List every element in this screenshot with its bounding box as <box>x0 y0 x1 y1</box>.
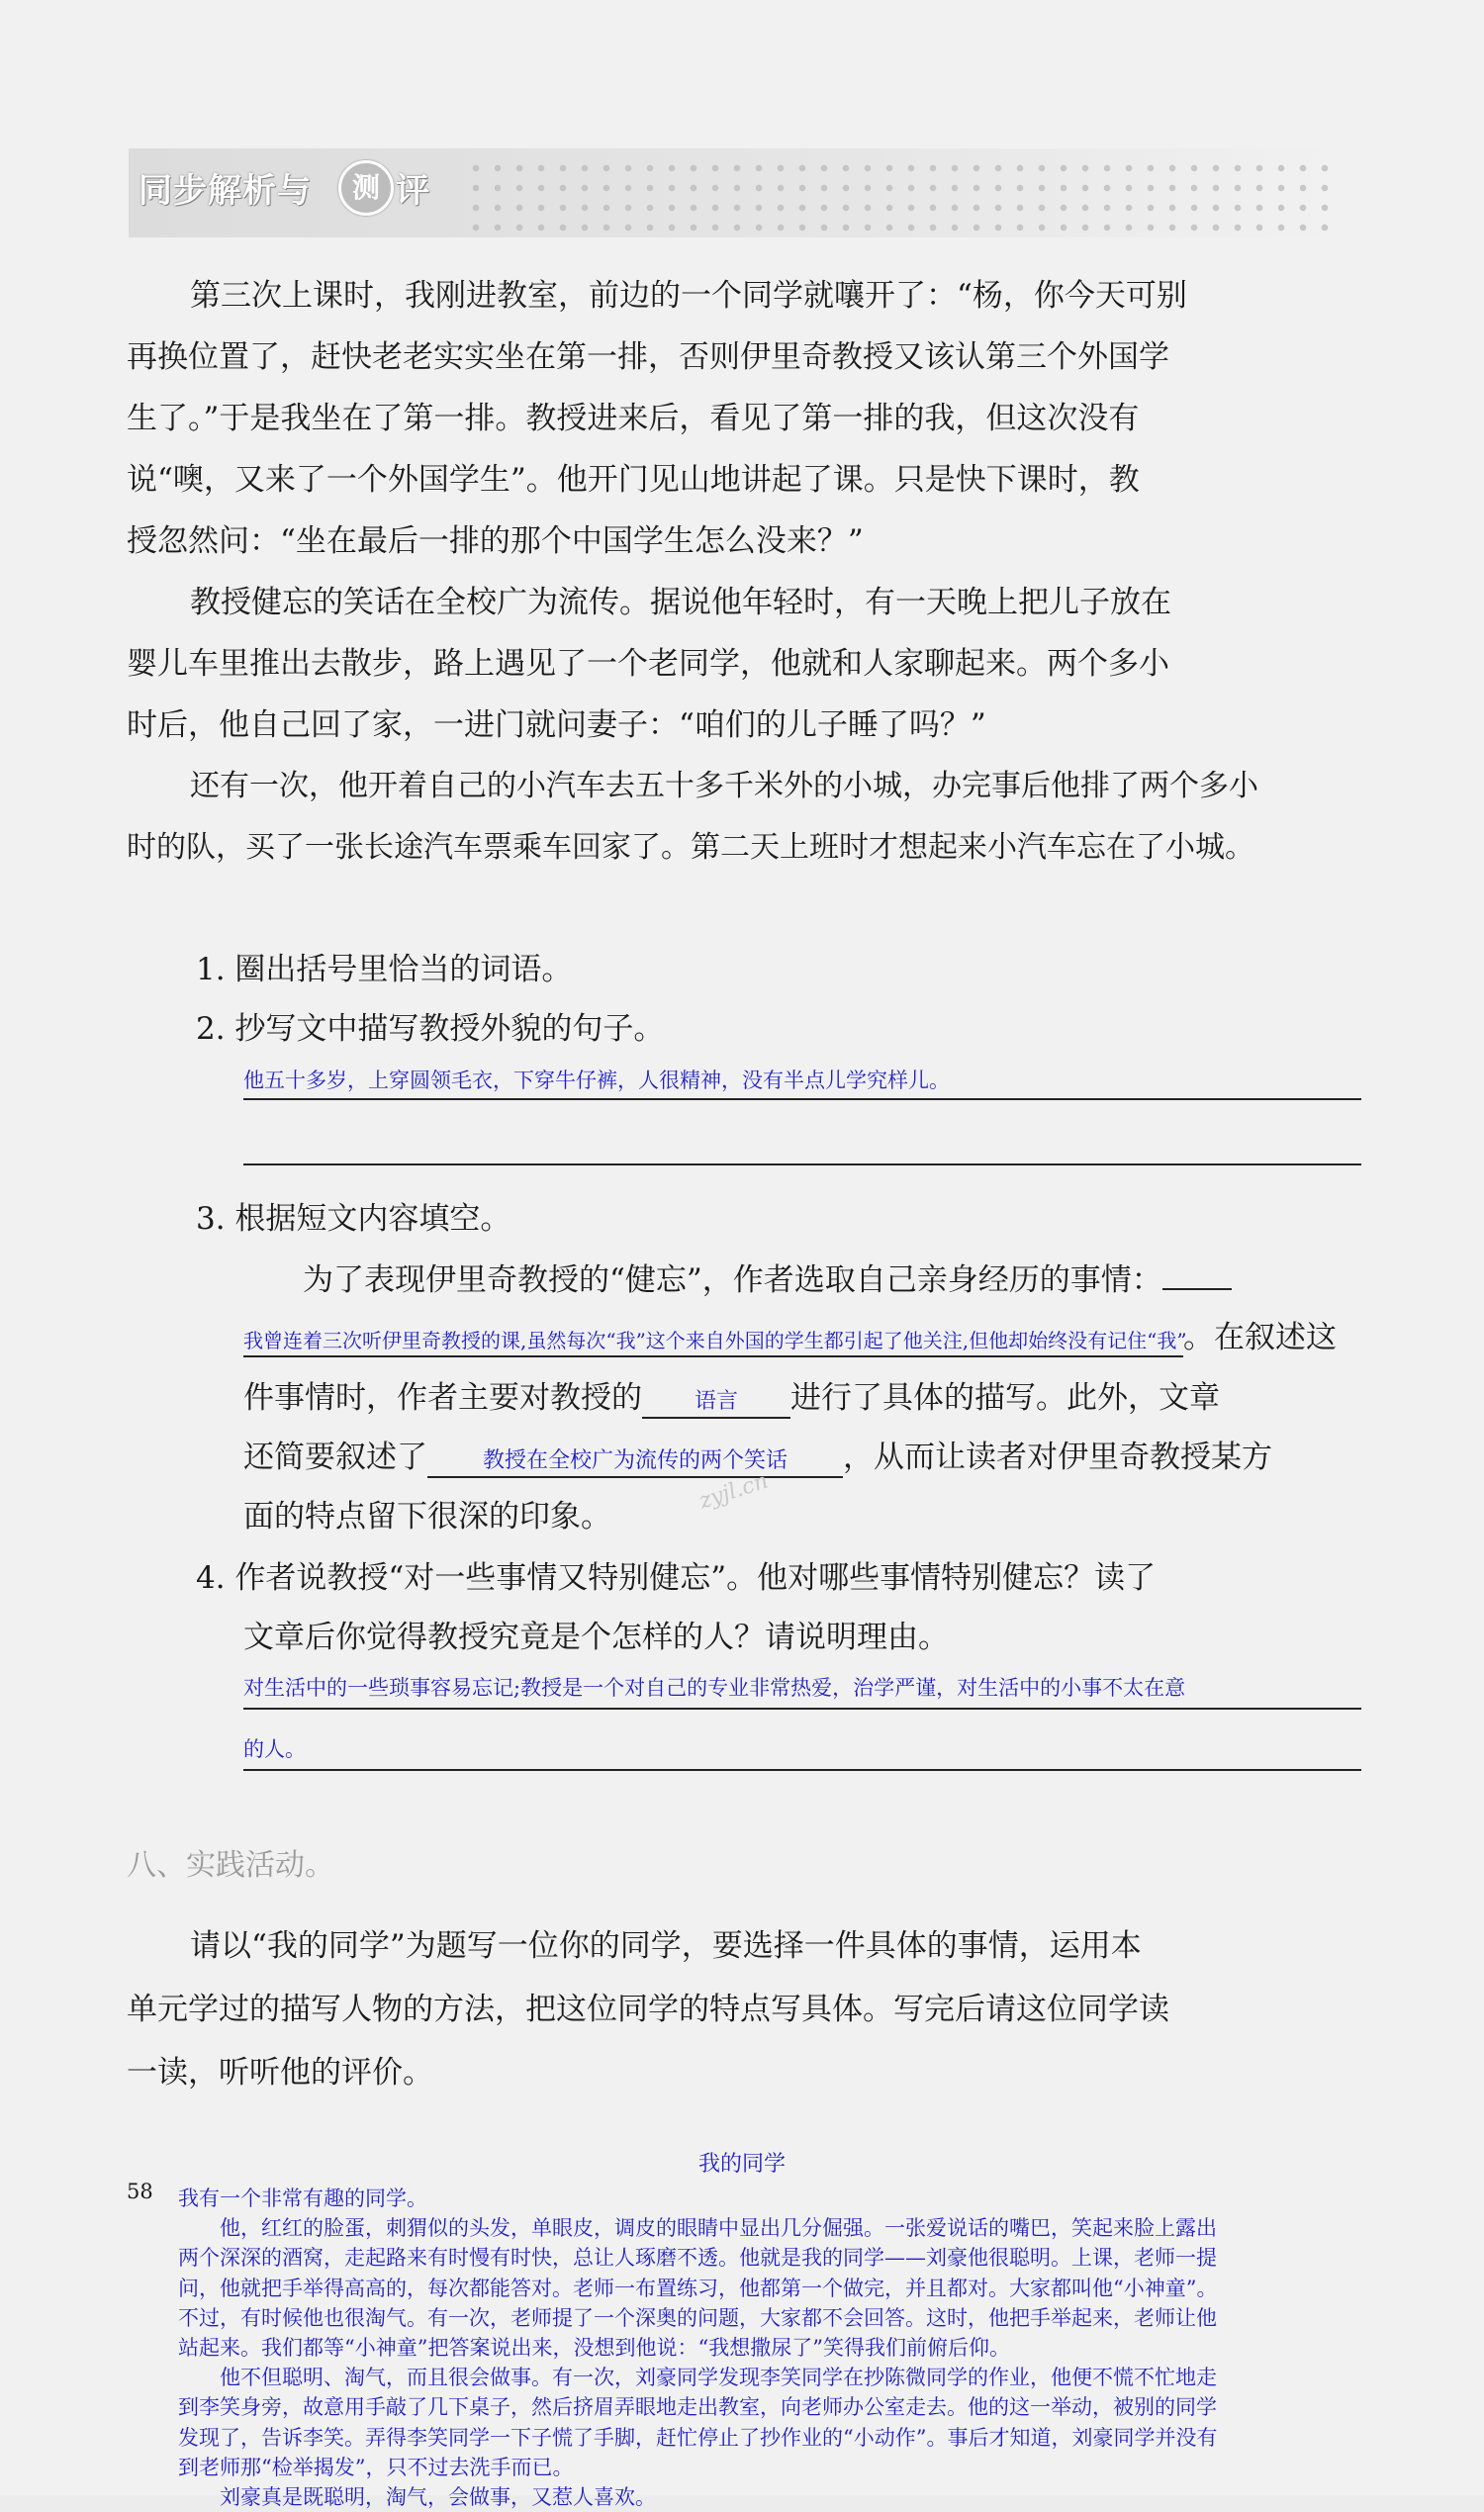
text-line: 说“噢，又来了一个外国学生”。他开门见山地讲起了课。只是快下课时，教 <box>127 462 1140 498</box>
question-4-answer-1: 对生活中的一些琐事容易忘记;教授是一个对自己的专业非常热爱，治学严谨，对生活中的小事不太在意 <box>243 1676 1186 1700</box>
section-8-title: 八、实践活动。 <box>127 1848 334 1883</box>
answer-line <box>243 1769 1361 1771</box>
header-decoration <box>465 158 1336 237</box>
essay-line: 问，他就把手举得高高的，每次都能答对。老师一布置练习，他都第一个做完，并且都对。大家都叫他“小神童”。 <box>178 2276 1218 2300</box>
essay-body <box>178 2184 1375 2512</box>
text-line: 授忽然问：“坐在最后一排的那个中国学生怎么没来？” <box>127 523 864 559</box>
question-2: 2. 抄写文中描写教授外貌的句子。 <box>196 1011 665 1047</box>
answer-line <box>243 1708 1361 1710</box>
watermark: zyjl.cn <box>696 1468 772 1515</box>
question-3-line-3: 件事情时，作者主要对教授的 语言 进行了具体的描写。此外，文章 <box>243 1368 1220 1428</box>
section-8-prompt <box>127 1914 1363 2104</box>
text-line: 生了。”于是我坐在了第一排。教授进来后，看见了第一排的我，但这次没有 <box>127 401 1140 436</box>
question-4-line-2: 文章后你觉得教授究竟是个怎样的人？请说明理由。 <box>243 1620 949 1655</box>
text-line: 时后，他自己回了家，一进门就问妻子：“咱们的儿子睡了吗？” <box>127 707 986 743</box>
question-3-line-1: 为了表现伊里奇教授的“健忘”，作者选取自己亲身经历的事情： <box>303 1251 1232 1310</box>
answer-line <box>243 1098 1361 1100</box>
question-3-line-5: 面的特点留下很深的印象。 <box>243 1499 611 1535</box>
text-line: 第三次上课时，我刚进教室，前边的一个同学就嚷开了：“杨，你今天可别 <box>190 278 1187 314</box>
question-2-answer: 他五十多岁，上穿圆领毛衣，下穿牛仔裤，人很精神，没有半点儿学究样儿。 <box>243 1069 950 1092</box>
question-1: 1. 圈出括号里恰当的词语。 <box>196 952 573 987</box>
text-line: 还有一次，他开着自己的小汽车去五十多千米外的小城，办完事后他排了两个多小 <box>190 769 1258 803</box>
essay-line: 刘豪真是既聪明，淘气，会做事，又惹人喜欢。 <box>178 2485 656 2510</box>
question-3: 3. 根据短文内容填空。 <box>196 1201 511 1237</box>
text-line: 教授健忘的笑话在全校广为流传。据说他年轻时，有一天晚上把儿子放在 <box>190 585 1171 620</box>
essay-line: 我有一个非常有趣的同学。 <box>178 2186 427 2210</box>
essay-line: 他不但聪明、淘气，而且很会做事。有一次，刘豪同学发现李笑同学在抄陈微同学的作业，他便不慌不忙地走 <box>178 2366 1217 2390</box>
answer-line <box>243 1163 1361 1165</box>
essay-line: 他，红红的脸蛋，刺猬似的头发，单眼皮，调皮的眼睛中显出几分倔强。一张爱说话的嘴巴，笑起来脸上露出 <box>178 2216 1217 2241</box>
essay-line: 到李笑身旁，故意用手敲了几下桌子，然后挤眉弄眼地走出教室，向老师办公室走去。他的这一举动，被别的同学 <box>178 2395 1217 2420</box>
question-4-answer-2: 的人。 <box>243 1737 306 1761</box>
essay-line: 站起来。我们都等“小神童”把答案说出来，没想到他说：“我想撒尿了”笑得我们前俯后仰。 <box>178 2336 1010 2361</box>
essay-line: 到老师那“检举揭发”，只不过去洗手而已。 <box>178 2455 574 2479</box>
header-title: 同步解析与 <box>139 171 312 211</box>
essay-line: 发现了，告诉李笑。弄得李笑同学一下子慌了手脚，赶忙停止了抄作业的“小动作”。事后才知道，刘豪同学并没有 <box>178 2425 1218 2450</box>
question-3-answer-1: 我曾连着三次听伊里奇教授的课,虽然每次“我”这个来自外国的学生都引起了他关注,但他却始终没有记住“我” <box>243 1326 1183 1357</box>
text-line: 一读，听听他的评价。 <box>127 2055 433 2091</box>
question-3-line-4: 还简要叙述了 教授在全校广为流传的两个笑话 ，从而让读者对伊里奇教授某方 <box>243 1428 1272 1487</box>
text-line: 再换位置了，赶快老老实实坐在第一排，否则伊里奇教授又该认第三个外国学 <box>127 339 1169 375</box>
header-last-char: 评 <box>396 171 429 211</box>
essay-line: 两个深深的酒窝，走起路来有时慢有时快，总让人琢磨不透。他就是我的同学——刘豪他很聪明。上课，老师一提 <box>178 2246 1217 2271</box>
essay-title: 我的同学 <box>698 2152 787 2177</box>
passage-paragraph-3 <box>127 756 1363 879</box>
question-3-line-2: 我曾连着三次听伊里奇教授的课,虽然每次“我”这个来自外国的学生都引起了他关注,但他却始终没有记住“我”。在叙述这 <box>243 1320 1337 1355</box>
text-line: 请以“我的同学”为题写一位你的同学，要选择一件具体的事情，运用本 <box>190 1928 1142 1964</box>
question-3-answer-2: 语言 <box>642 1387 790 1419</box>
passage-paragraph-2 <box>127 572 1363 756</box>
question-4-line-1: 4. 作者说教授“对一些事情又特别健忘”。他对哪些事情特别健忘？读了 <box>196 1560 1157 1596</box>
text-line: 单元学过的描写人物的方法，把这位同学的特点写具体。写完后请这位同学读 <box>127 1992 1169 2027</box>
header-circle-char: 测 <box>338 160 394 216</box>
passage-paragraph-1 <box>127 265 1363 572</box>
question-3-answer-3: 教授在全校广为流传的两个笑话 <box>427 1446 843 1478</box>
text-line: 婴儿车里推出去散步，路上遇见了一个老同学，他就和人家聊起来。两个多小 <box>127 646 1169 682</box>
page-number: 58 <box>127 2180 153 2203</box>
text-line: 时的队，买了一张长途汽车票乘车回家了。第二天上班时才想起来小汽车忘在了小城。 <box>127 830 1254 865</box>
essay-line: 不过，有时候他也很淘气。有一次，老师提了一个深奥的问题，大家都不会回答。这时，他把手举起来，老师让他 <box>178 2305 1217 2330</box>
